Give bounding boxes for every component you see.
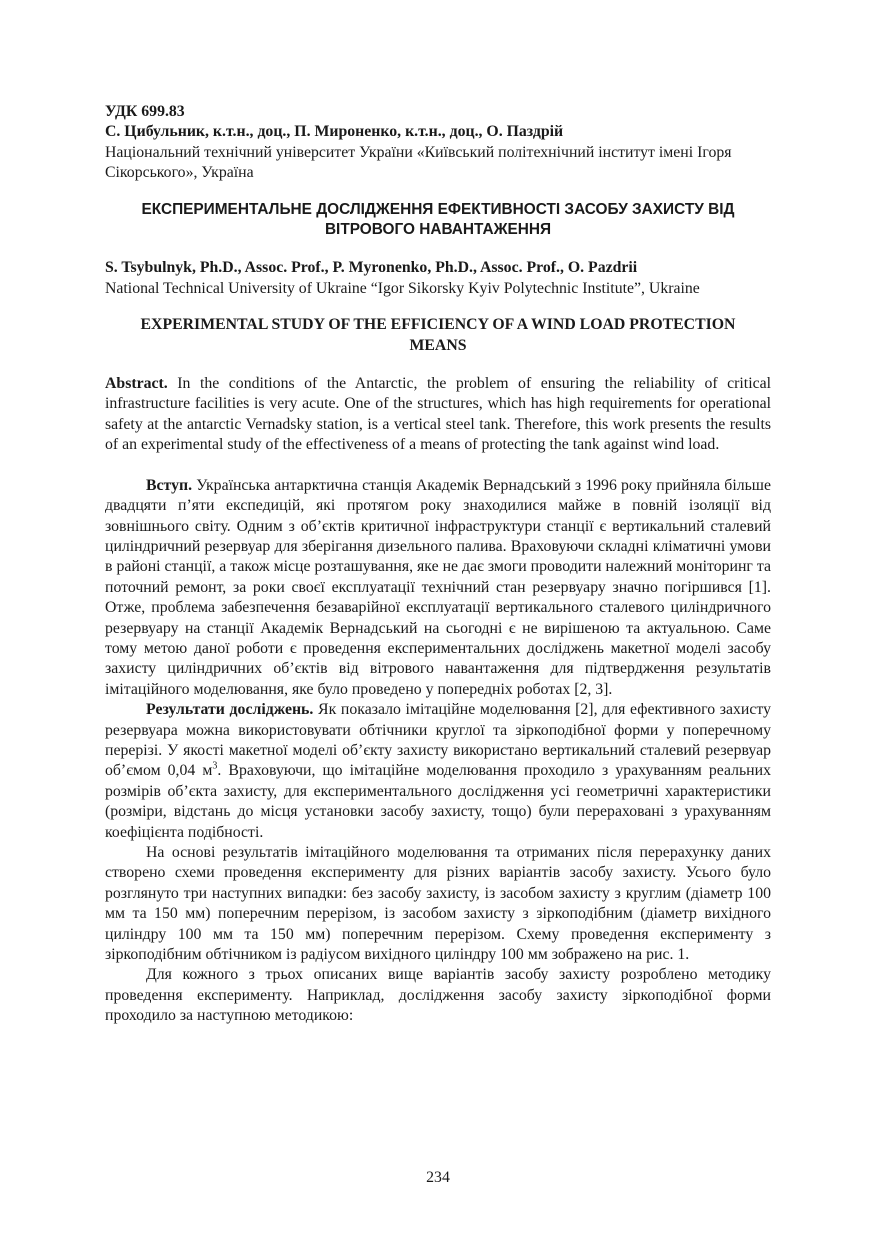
procedure-paragraph: Для кожного з трьох описаних вище варіантів засобу захисту розроблено методику проведення експерименту. Наприклад, дослідження засобу захисту зіркоподібної форми проходило за наступною методикою: [105, 966, 771, 1025]
udc-code: УДК 699.83 [105, 103, 185, 120]
page-number: 234 [426, 1169, 450, 1186]
paper-page [105, 102, 771, 1027]
affiliation-ua: Національний технічний університет України «Київський політехнічний інститут імені Ігоря Сікорського», Україна [105, 143, 732, 182]
abstract [105, 374, 771, 456]
method-paragraph: На основі результатів імітаційного моделювання та отриманих після перерахунку даних створено схеми проведення експерименту для різних варіантів засобу захисту. Усього було розглянуто три наступних випадки: без засобу захисту, із засобом захисту з круглим (діаметр 100 мм та 150 мм) поперечним перерізом, із засобом захисту з зіркоподібним (діаметр вихідного циліндру 100 мм та 150 мм) поперечним перерізом. Схему проведення експерименту з зіркоподібним обтічником із радіусом вихідного циліндру 100 мм зображено на рис. 1. [105, 844, 771, 964]
results-paragraph [105, 700, 771, 843]
title-en: EXPERIMENTAL STUDY OF THE EFFICIENCY OF A WIND LOAD PROTECTION MEANS [140, 316, 736, 354]
authors-en: S. Tsybulnyk, Ph.D., Assoc. Prof., P. Myronenko, Ph.D., Assoc. Prof., O. Pazdrii [105, 259, 638, 277]
intro-paragraph [105, 476, 771, 700]
results-text-a: Як показало імітаційне моделювання [2], для ефективного захисту резервуара можна використовувати обтічники круглої та зіркоподібної форми у поперечному перерізі. У якості макетної моделі об’єкту захисту використано вертикальний сталевий резервуар об’ємом 0,04 м [105, 701, 771, 780]
intro-label: Вступ. [146, 476, 193, 494]
authors-ua: С. Цибульник, к.т.н., доц., П. Мироненко, к.т.н., доц., О. Паздрій [105, 123, 564, 141]
cubic-superscript: 3 [212, 761, 218, 773]
intro-text: Українська антарктична станція Академік Вернадський з 1996 року прийняла більше двадцяти п’яти експедицій, які протягом року знаходилися майже в повній ізоляції від зовнішнього світу. Одним з об’єктів критичної інфраструктури станції є вертикальний сталевий циліндричний резервуар для зберігання дизельного палива. Враховуючи складні кліматичні умови в районі станції, а також місце розташування, яке не дає змоги проводити належний моніторинг та поточний ремонт, за роки своєї експлуатації технічний стан резервуару значно погіршився [1]. Отже, проблема забезпечення безаварійної експлуатації вертикального сталевого циліндричного резервуару на станції Академік Вернадський на сьогодні є не вирішеною та актуальною. Саме тому метою даної роботи є проведення експериментальних досліджень макетної моделі засобу захисту циліндричних об’єктів від вітрового навантаження для підтвердження результатів імітаційного моделювання, яке було проведено у попередніх роботах [2, 3]. [105, 476, 771, 698]
abstract-label: Abstract. [105, 375, 168, 393]
results-text-b: . Враховуючи, що імітаційне моделювання проходило з урахуванням реальних розмірів об’єкта захисту, для експериментального дослідження усі геометричні характеристики (розміри, відстань до місця установки засобу захисту, тощо) були перераховані з урахуванням коефіцієнта подібності. [105, 762, 771, 841]
abstract-text: In the conditions of the Antarctic, the problem of ensuring the reliability of critical infrastructure facilities is very acute. One of the structures, which has high requirements for operational safety at the antarctic Vernadsky station, is a vertical steel tank. Therefore, this work presents the results of an experimental study of the effectiveness of a means of protecting the tank against wind load. [105, 375, 771, 454]
affiliation-en: National Technical University of Ukraine “Igor Sikorsky Kyiv Polytechnic Institute”, Ukraine [105, 279, 700, 297]
title-ua: ЕКСПЕРИМЕНТАЛЬНЕ ДОСЛІДЖЕННЯ ЕФЕКТИВНОСТІ ЗАСОБУ ЗАХИСТУ ВІД ВІТРОВОГО НАВАНТАЖЕННЯ [141, 200, 735, 239]
results-label: Результати досліджень. [146, 701, 314, 719]
